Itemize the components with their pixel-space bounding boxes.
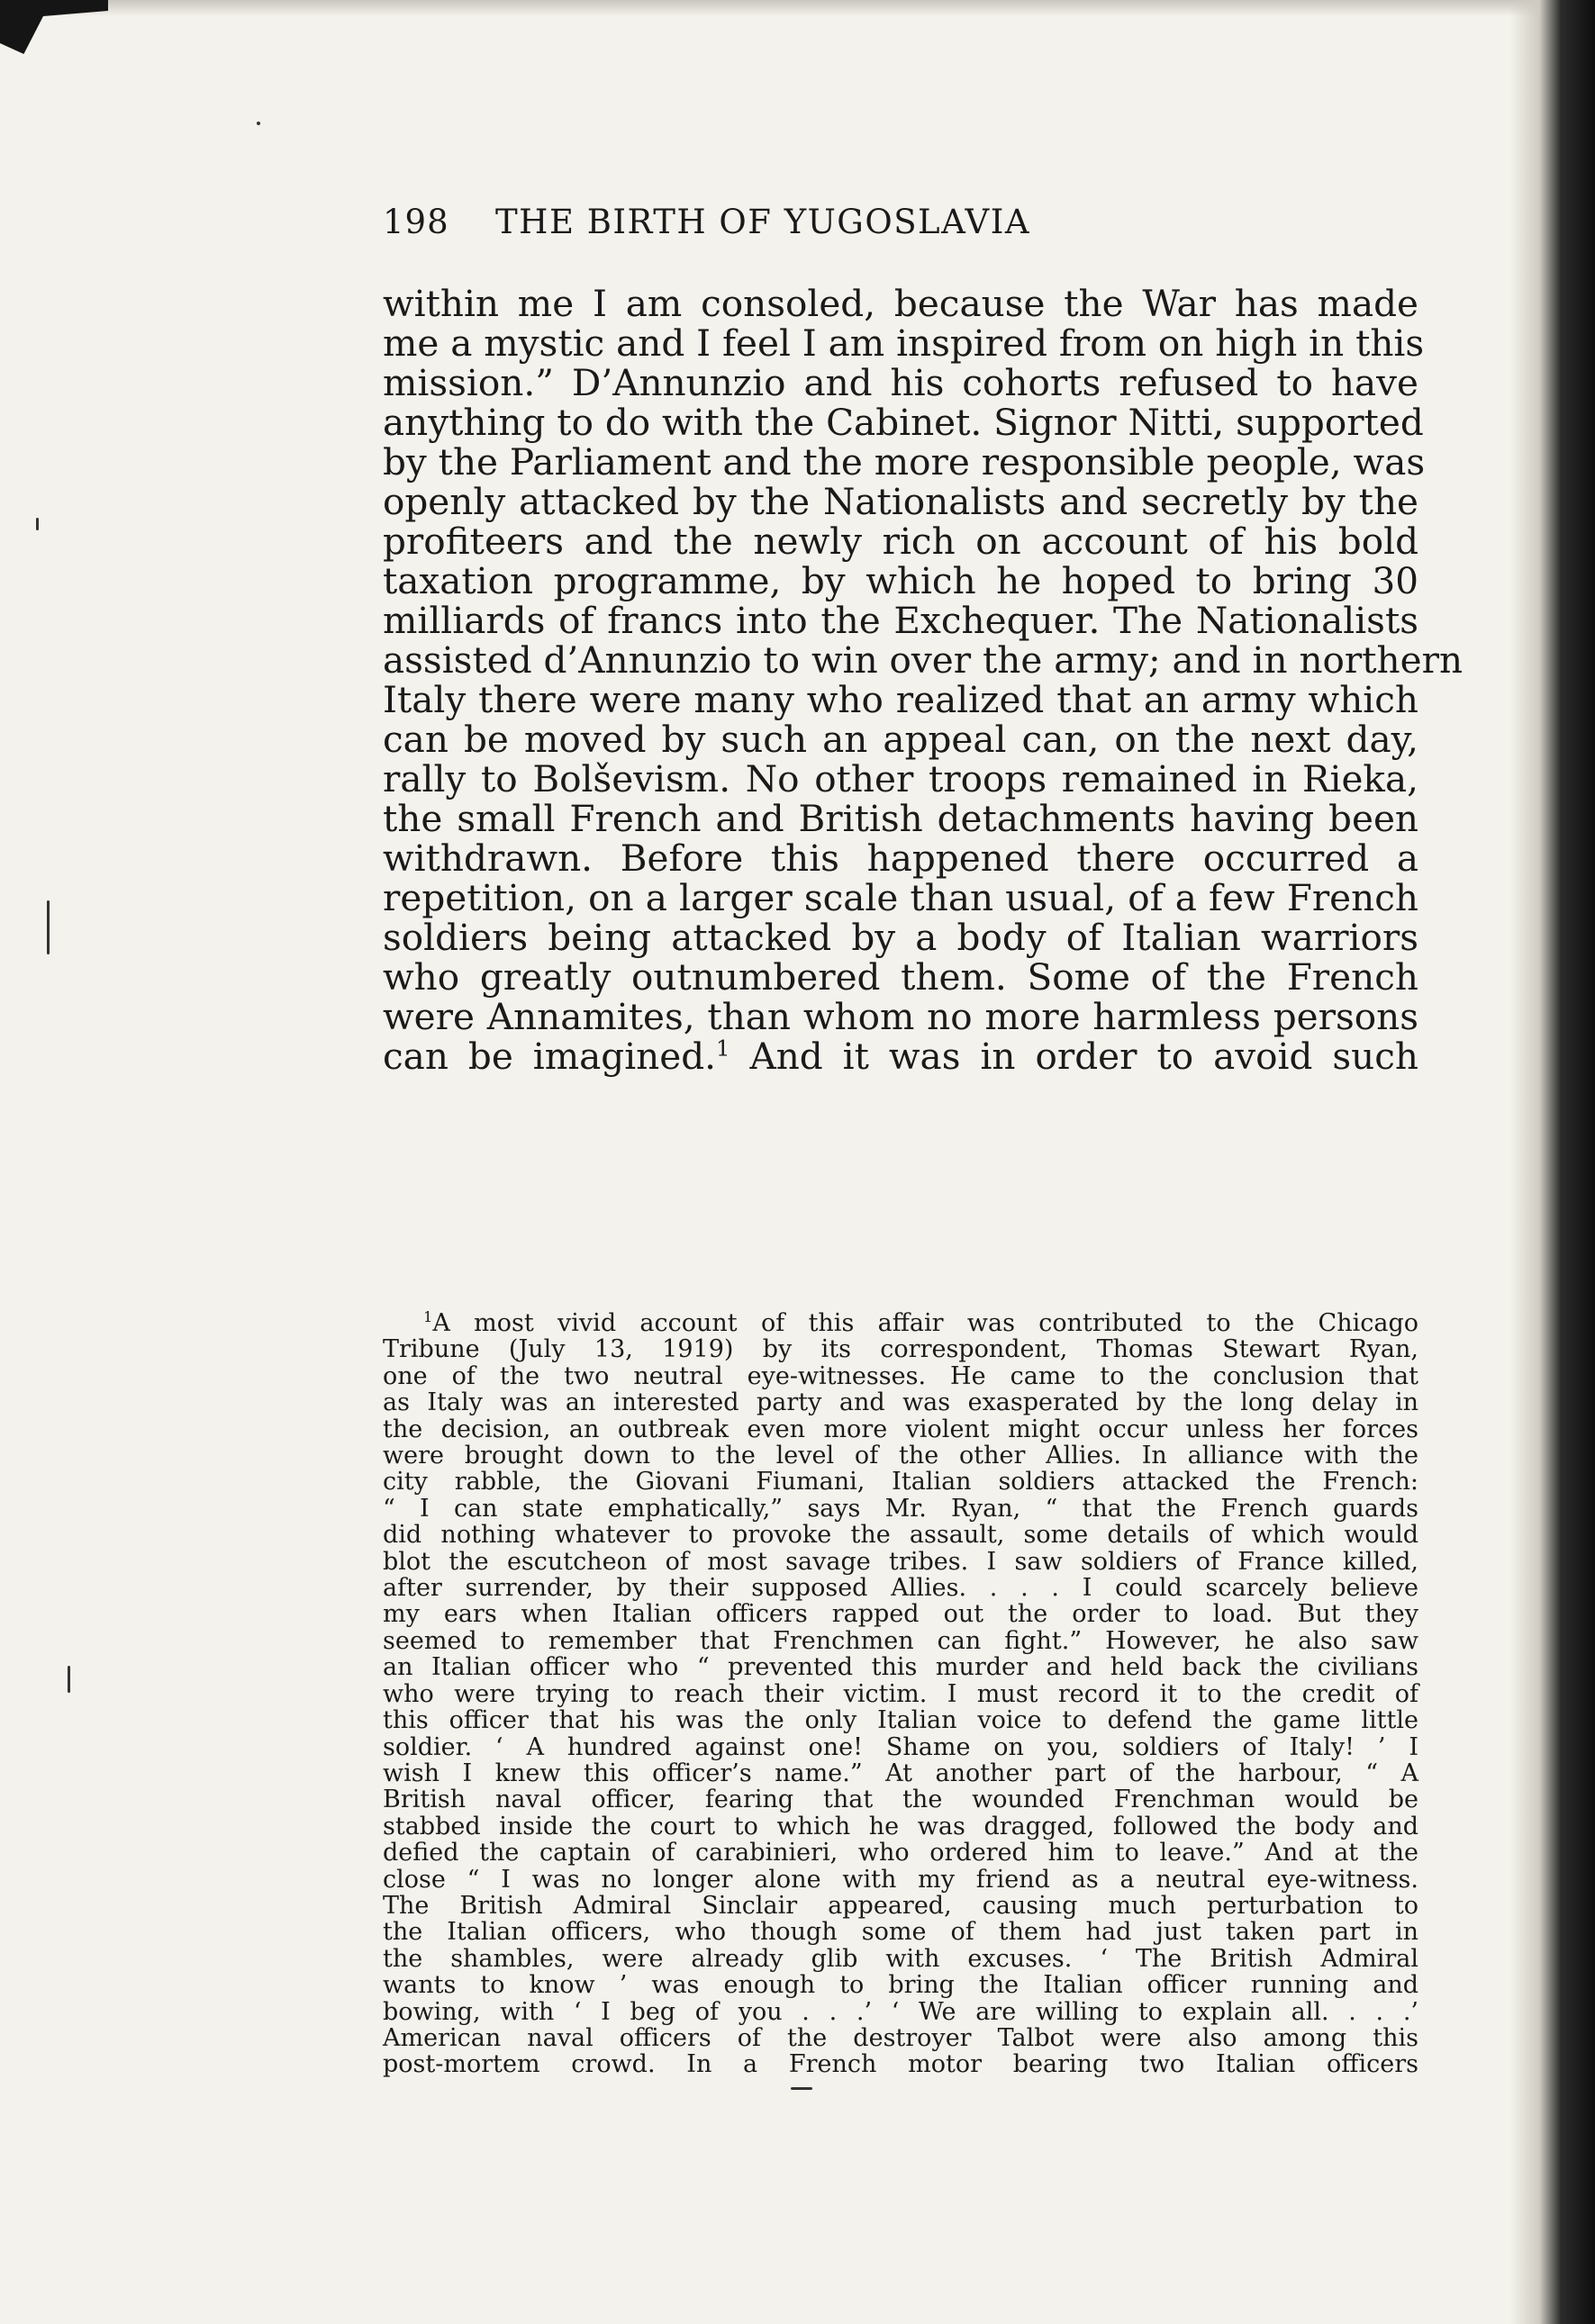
footnote-line: did nothing whatever to provoke the assault, some details of which would [383,1521,1418,1550]
footnote-line: were brought down to the level of the other Allies. In alliance with the [383,1442,1418,1470]
footnote-marker: 1 [423,1308,433,1325]
text-line: profiteers and the newly rich on account of his bold [383,520,1418,563]
scan-corner-mark [0,0,108,54]
footnote-line: The British Admiral Sinclair appeared, causing much perturbation to [383,1891,1418,1920]
footnote-line: Tribune (July 13, 1919) by its correspondent, Thomas Stewart Ryan, [383,1335,1418,1364]
text-line: were Annamites, than whom no more harmless persons [383,995,1418,1038]
footnote-line: the shambles, were already glib with excuses. ‘ The British Admiral [383,1944,1418,1973]
footnote-line: who were trying to reach their victim. I must record it to the credit of [383,1679,1418,1708]
text-line: soldiers being attacked by a body of Italian warriors [383,916,1418,959]
text-line-last [383,1036,1418,1076]
footnote-line: stabbed inside the court to which he was dragged, followed the body and [383,1812,1418,1840]
scan-shadow-top [0,0,1595,16]
footnote-line: soldier. ‘ A hundred against one! Shame on you, soldiers of Italy! ’ I [383,1732,1418,1761]
book-title: THE BIRTH OF YUGOSLAVIA [495,203,1031,241]
footnote-line: city rabble, the Giovani Fiumani, Italian soldiers attacked the French: [383,1468,1418,1497]
text-line: taxation programme, by which he hoped to bring 30 [383,559,1418,602]
text-segment: can be imagined. [383,1035,716,1078]
footnote-line: close “ I was no longer alone with my friend as a neutral eye-witness. [383,1865,1418,1894]
scan-shadow-right [1509,0,1595,2324]
text-line: Italy there were many who realized that an army which [383,678,1418,721]
footnote-line: an Italian officer who “ prevented this murder and held back the civilians [383,1653,1418,1682]
footnote-reference: 1 [716,1035,730,1062]
book-page [383,203,1464,2079]
scan-speck [68,1666,70,1693]
text-segment: And it was in order to avoid such [730,1035,1418,1078]
footnote-line: British naval officer, fearing that the wounded Frenchman would be [383,1786,1418,1814]
footnote-line: the Italian officers, who though some of them had just taken part in [383,1918,1418,1947]
footnote-line: blot the escutcheon of most savage tribes. I saw soldiers of France killed, [383,1547,1418,1576]
footnote-line: defied the captain of carabinieri, who ordered him to leave.” And at the [383,1839,1418,1867]
footnote-line: one of the two neutral eye-witnesses. He came to the conclusion that [383,1361,1418,1390]
text-line: rally to Bolševism. No other troops remained in Rieka, [383,757,1418,800]
footnote-line: wish I knew this officer’s name.” At another part of the harbour, “ A [383,1759,1418,1787]
text-line: who greatly outnumbered them. Some of the French [383,955,1418,999]
footnote-line: bowing, with ‘ I beg of you . . .’ ‘ We are willing to explain all. . . .’ [383,1997,1418,2026]
text-line: openly attacked by the Nationalists and secretly by the [383,480,1418,523]
footnote-line: this officer that his was the only Italian voice to defend the game little [383,1706,1418,1735]
footnote-line: post-mortem crowd. In a French motor bearing two Italian officers [383,2050,1418,2079]
text-line: withdrawn. Before this happened there occurred a [383,836,1418,880]
footnote-line: my ears when Italian officers rapped out the order to load. But they [383,1600,1418,1629]
text-line: assisted d’Annunzio to win over the army; and in northern [383,638,1464,682]
footnote-line [383,1310,1418,1336]
text-line: mission.” D’Annunzio and his cohorts refused to have [383,361,1418,404]
text-line: repetition, on a larger scale than usual, of a few French [383,876,1418,919]
running-head [383,203,1418,257]
footnote-line: wants to know ’ was enough to bring the Italian officer running and [383,1971,1418,2000]
main-text [383,282,1464,1078]
text-line: can be moved by such an appeal can, on the next day, [383,718,1418,761]
text-line: by the Parliament and the more responsible people, was [383,440,1426,484]
footnote-line: as Italy was an interested party and was exasperated by the long delay in [383,1388,1418,1417]
footnote-line: the decision, an outbreak even more violent might occur unless her forces [383,1415,1418,1443]
footnote-line: “ I can state emphatically,” says Mr. Ryan, “ that the French guards [383,1494,1418,1523]
footnote-line: American naval officers of the destroyer Talbot were also among this [383,2023,1418,2052]
text-line: the small French and British detachments having been [383,797,1418,840]
scan-speck [36,518,39,530]
footnote-line-text: A most vivid account of this affair was contributed to the Chicago [432,1309,1418,1337]
footnote-line: after surrender, by their supposed Allies. . . . I could scarcely believe [383,1574,1418,1603]
page-number: 198 [383,203,449,241]
scan-speck [257,122,260,125]
text-line: within me I am consoled, because the War has made [383,282,1418,325]
text-line: me a mystic and I feel I am inspired from on high in this [383,321,1425,365]
footnote [383,1310,1418,2078]
scan-speck [791,2087,812,2090]
text-line: anything to do with the Cabinet. Signor Nitti, supported [383,401,1424,444]
scan-speck [47,900,50,954]
footnote-line: seemed to remember that Frenchmen can fight.” However, he also saw [383,1626,1418,1655]
text-line: milliards of francs into the Exchequer. The Nationalists [383,599,1418,642]
